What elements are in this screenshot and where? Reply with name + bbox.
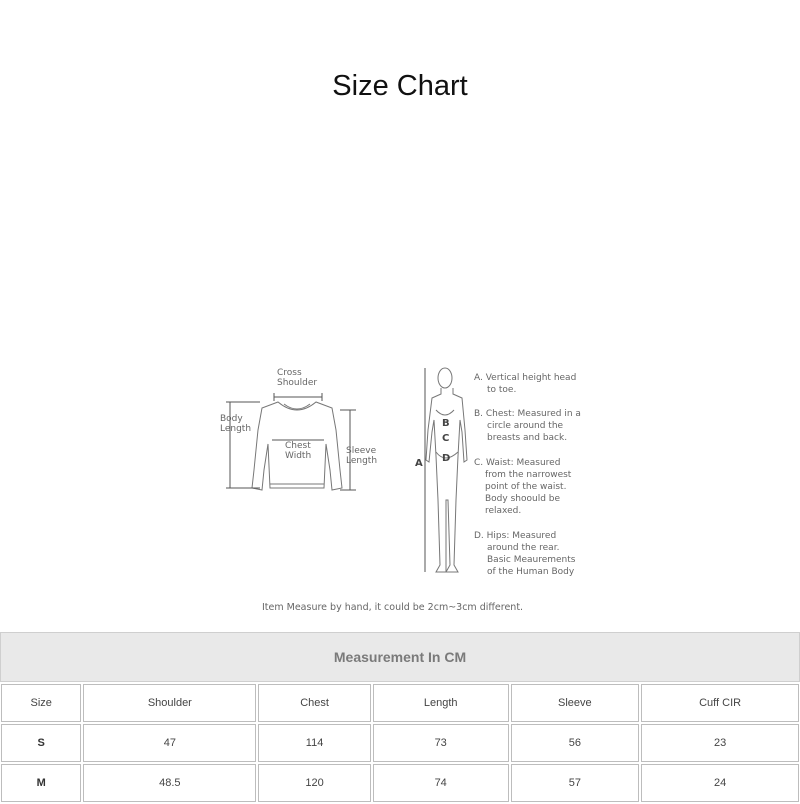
- size-table: [0, 682, 800, 804]
- human-figure-illustration: [426, 368, 467, 572]
- note-b-line-2: circle around the: [487, 421, 564, 431]
- column-header-sleeve: Sleeve: [511, 684, 640, 722]
- note-a-line-1: A. Vertical height head: [474, 373, 577, 383]
- column-header-size: Size: [1, 684, 81, 722]
- cross-shoulder-arrow: [274, 393, 322, 401]
- note-d-line-4: of the Human Body: [487, 567, 575, 577]
- length-cell: 73: [373, 724, 509, 762]
- size-cell: S: [1, 724, 81, 762]
- note-b-line-3: breasts and back.: [487, 433, 568, 443]
- note-b-line-1: B. Chest: Measured in a: [474, 409, 581, 419]
- column-header-chest: Chest: [258, 684, 371, 722]
- measurement-diagram: [200, 360, 600, 620]
- size-cell: M: [1, 764, 81, 802]
- note-d-line-2: around the rear.: [487, 543, 560, 553]
- chest-cell: 120: [258, 764, 371, 802]
- page-title: Size Chart: [332, 70, 468, 102]
- mark-b: B: [442, 418, 450, 429]
- diagram-svg: [200, 360, 600, 620]
- shoulder-cell: 48.5: [83, 764, 256, 802]
- cuff-cir-cell: 23: [641, 724, 799, 762]
- measurement-notes: [474, 373, 581, 577]
- cross-shoulder-label: Cross: [277, 368, 302, 378]
- sleeve-length-label: Sleeve: [346, 446, 377, 456]
- mark-d: D: [442, 453, 451, 464]
- length-cell: 74: [373, 764, 509, 802]
- size-table-section: [0, 632, 800, 804]
- table-row: [1, 764, 799, 802]
- note-c-line-1: C. Waist: Measured: [474, 458, 561, 468]
- mark-c: C: [442, 433, 450, 444]
- cuff-cir-cell: 24: [641, 764, 799, 802]
- chest-width-label-2: Width: [285, 451, 312, 461]
- note-c-line-3: point of the waist.: [485, 482, 567, 492]
- chest-cell: 114: [258, 724, 371, 762]
- note-d-line-3: Basic Meaurements: [487, 555, 576, 565]
- note-c-line-5: relaxed.: [485, 506, 522, 516]
- body-length-label: Body: [220, 414, 243, 424]
- body-length-label-2: Length: [220, 424, 252, 434]
- shoulder-cell: 47: [83, 724, 256, 762]
- table-header-row: [1, 684, 799, 722]
- column-header-cuff-cir: Cuff CIR: [641, 684, 799, 722]
- sleeve-cell: 57: [511, 764, 640, 802]
- mark-a: A: [415, 458, 423, 469]
- chest-width-label: Chest: [285, 441, 311, 451]
- sleeve-length-label-2: Length: [346, 456, 378, 466]
- note-c-line-2: from the narrowest: [485, 470, 572, 480]
- table-row: [1, 724, 799, 762]
- sleeve-cell: 56: [511, 724, 640, 762]
- note-d-line-1: D. Hips: Measured: [474, 531, 557, 541]
- note-c-line-4: Body shoould be: [485, 494, 561, 504]
- cross-shoulder-label-2: Shoulder: [277, 378, 318, 388]
- column-header-shoulder: Shoulder: [83, 684, 256, 722]
- note-a-line-2: to toe.: [487, 385, 517, 395]
- table-heading: Measurement In CM: [0, 632, 800, 682]
- measure-footnote: Item Measure by hand, it could be 2cm~3cm different.: [262, 602, 524, 613]
- column-header-length: Length: [373, 684, 509, 722]
